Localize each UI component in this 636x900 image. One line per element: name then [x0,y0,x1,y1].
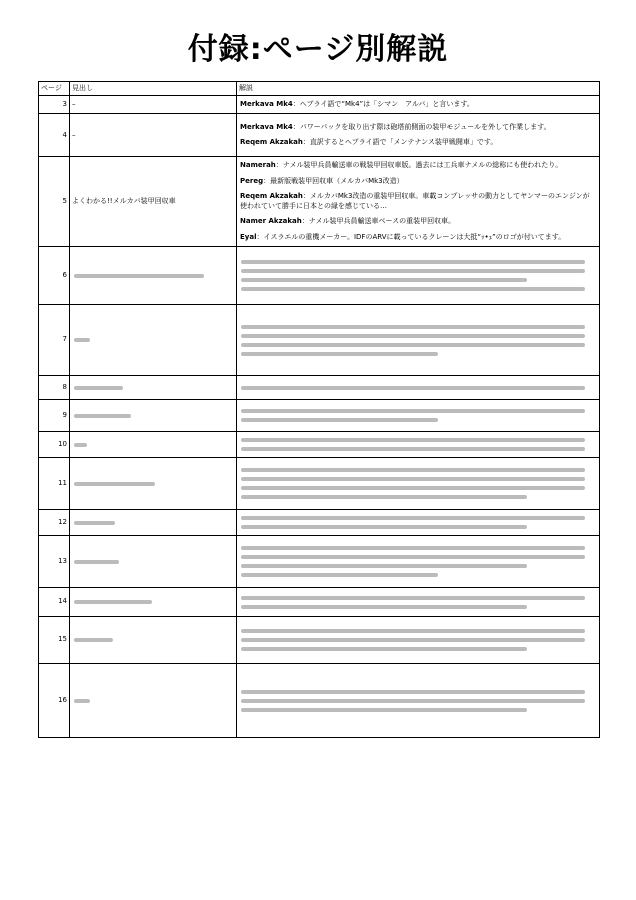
table-row [39,617,600,664]
redacted-text [241,708,527,712]
redacted-text [241,447,585,451]
note-text: ：直訳するとヘブライ語で「メンテナンス装甲戦闘車」です。 [302,138,498,147]
table-header-row [39,82,600,96]
table-row [39,458,600,510]
row-page: 14 [39,588,70,617]
note-term: Pereg [240,176,264,185]
redacted-text [241,468,585,472]
note-line [239,158,597,173]
row-note-redacted [237,588,600,617]
row-note-redacted [237,458,600,510]
table-row [39,536,600,588]
redacted-text [74,338,90,342]
redacted-text [74,482,155,486]
row-note-redacted [237,664,600,738]
table-row [39,247,600,305]
redacted-text [74,414,131,418]
row-page: 4 [39,114,70,157]
redacted-text [74,699,90,703]
row-page: 6 [39,247,70,305]
redacted-text [241,605,527,609]
redacted-text [74,600,152,604]
row-page: 12 [39,510,70,536]
redacted-text [74,386,123,390]
row-note-redacted [237,305,600,376]
redacted-text [74,274,204,278]
note-text: ：パワーパックを取り出す際は砲塔前側面の装甲モジュールを外して作業します。 [292,123,551,131]
note-line [239,174,597,189]
redacted-text [241,287,585,291]
note-line [239,120,597,135]
row-page: 9 [39,400,70,432]
note-text: ：ナメル装甲兵員輸送車の戦装甲回収車版。過去には工兵車ナメルの総称にも使われたり。 [275,161,563,170]
row-heading: よくわかる!!メルカバ装甲回収車 [70,157,237,247]
redacted-text [241,546,585,550]
redacted-text [241,564,527,568]
row-note-redacted [237,432,600,458]
note-text: ：ナメル装甲兵員輸送車ベースの重装甲回収車。 [301,217,456,226]
row-heading-redacted [70,305,237,376]
page-title: 付録:ページ別解説 [187,32,449,67]
redacted-text [241,516,585,520]
row-note [237,96,600,114]
redacted-text [241,409,585,413]
row-note-redacted [237,247,600,305]
row-heading: – [70,114,237,157]
note-text: ：最新版戦装甲回収車（メルカバMk3改造） [263,176,404,185]
redacted-text [241,690,585,694]
table-row [39,588,600,617]
note-line [239,230,597,245]
row-heading-redacted [70,376,237,400]
table-row [39,305,600,376]
note-term: Eyal [240,232,257,241]
note-text: ：ヘブライ語で“Mk4”は「シマン アルバ」と言います。 [292,100,474,108]
note-text: ：イスラエルの重機メーカー。IDFのARVに載っているクレーンは大抵“ｯ•ｪ”のロゴが付いてます。 [256,232,566,241]
note-line [239,97,597,112]
note-term: Reqem Akzakah [240,138,303,147]
row-page: 10 [39,432,70,458]
row-note [237,114,600,157]
row-heading-redacted [70,536,237,588]
redacted-text [241,278,527,282]
row-page: 5 [39,157,70,247]
row-heading-redacted [70,400,237,432]
redacted-text [241,647,527,651]
row-page: 3 [39,96,70,114]
note-term: Merkava Mk4 [240,100,293,108]
header-note: 解説 [237,82,600,96]
redacted-text [241,386,585,390]
table-row [39,376,600,400]
row-heading-redacted [70,617,237,664]
note-term: Reqem Akzakah [240,192,303,201]
note-line [239,189,597,214]
table-row [39,96,600,114]
note-term: Merkava Mk4 [240,123,293,131]
table-row [39,664,600,738]
table-row [39,432,600,458]
redacted-text [241,352,438,356]
redacted-text [241,438,585,442]
table-row [39,157,600,247]
row-heading-redacted [70,432,237,458]
redacted-text [241,629,585,633]
note-line [239,214,597,229]
row-heading-redacted [70,247,237,305]
row-page: 11 [39,458,70,510]
row-note-redacted [237,617,600,664]
table-row [39,400,600,432]
redacted-text [241,486,585,490]
row-page: 15 [39,617,70,664]
redacted-text [241,573,438,577]
row-heading: – [70,96,237,114]
redacted-text [241,525,527,529]
redacted-text [241,638,585,642]
row-page: 16 [39,664,70,738]
redacted-text [241,418,438,422]
redacted-text [74,443,87,447]
redacted-text [241,260,585,264]
row-note-redacted [237,376,600,400]
redacted-text [74,521,115,525]
redacted-text [241,325,585,329]
table-row [39,510,600,536]
row-page: 7 [39,305,70,376]
redacted-text [241,334,585,338]
row-note-redacted [237,510,600,536]
row-page: 8 [39,376,70,400]
row-page: 13 [39,536,70,588]
note-term: Namerah [240,161,276,170]
redacted-text [74,638,113,642]
row-note-redacted [237,400,600,432]
redacted-text [241,343,585,347]
row-note-redacted [237,536,600,588]
note-term: Namer Akzakah [240,217,302,226]
header-heading: 見出し [70,82,237,96]
redacted-text [241,596,585,600]
row-heading-redacted [70,664,237,738]
row-heading-redacted [70,458,237,510]
header-page: ページ [39,82,70,96]
note-text: ：メルカバMk3改造の重装甲回収車。車載コンプレッサの動力としてヤンマーのエンジンが使われていて勝手に日本との縁を感じている… [240,192,590,210]
row-note [237,157,600,247]
row-heading-redacted [70,588,237,617]
page-notes-table [38,81,600,738]
redacted-text [241,269,585,273]
table-row [39,114,600,157]
redacted-text [241,555,585,559]
redacted-text [241,477,585,481]
note-line [239,135,597,150]
row-heading-redacted [70,510,237,536]
redacted-text [241,699,585,703]
redacted-text [74,560,119,564]
redacted-text [241,495,527,499]
